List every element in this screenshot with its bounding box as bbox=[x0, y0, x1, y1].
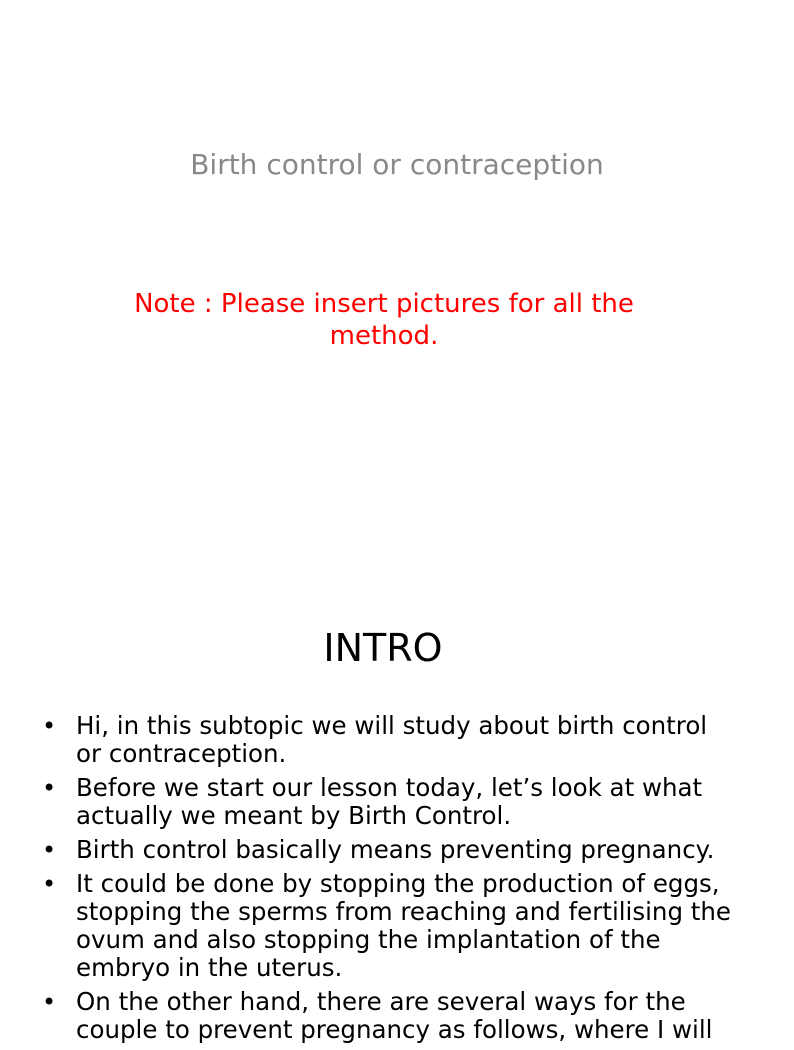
list-item bbox=[38, 870, 738, 982]
bullet-list bbox=[38, 712, 738, 1050]
bullet-text: Hi, in this subtopic we will study about birth control or contraception. bbox=[76, 711, 708, 768]
bullet-text: It could be done by stopping the production of eggs, stopping the sperms from reaching and fertilising the ovum and also stopping the implantation of the embryo in the uterus. bbox=[76, 869, 732, 982]
list-item bbox=[38, 712, 738, 768]
bullet-icon: • bbox=[42, 712, 57, 740]
bullet-icon: • bbox=[42, 774, 57, 802]
slide-title: Birth control or contraception bbox=[190, 148, 604, 181]
slide-note: Note : Please insert pictures for all the method. bbox=[134, 289, 634, 351]
bullet-text: Before we start our lesson today, let’s look at what actually we meant by Birth Control. bbox=[76, 773, 703, 830]
list-item bbox=[38, 774, 738, 830]
bullet-text: On the other hand, there are several ways for the couple to prevent pregnancy as follows, where I will bbox=[76, 987, 713, 1044]
slide-title: INTRO bbox=[323, 626, 443, 670]
bullet-icon: • bbox=[42, 870, 57, 898]
bullet-text: Birth control basically means preventing pregnancy. bbox=[76, 835, 715, 864]
bullet-icon: • bbox=[42, 988, 57, 1016]
slide-2 bbox=[0, 576, 768, 1044]
list-item bbox=[38, 836, 738, 864]
bullet-icon: • bbox=[42, 836, 57, 864]
list-item bbox=[38, 988, 738, 1044]
